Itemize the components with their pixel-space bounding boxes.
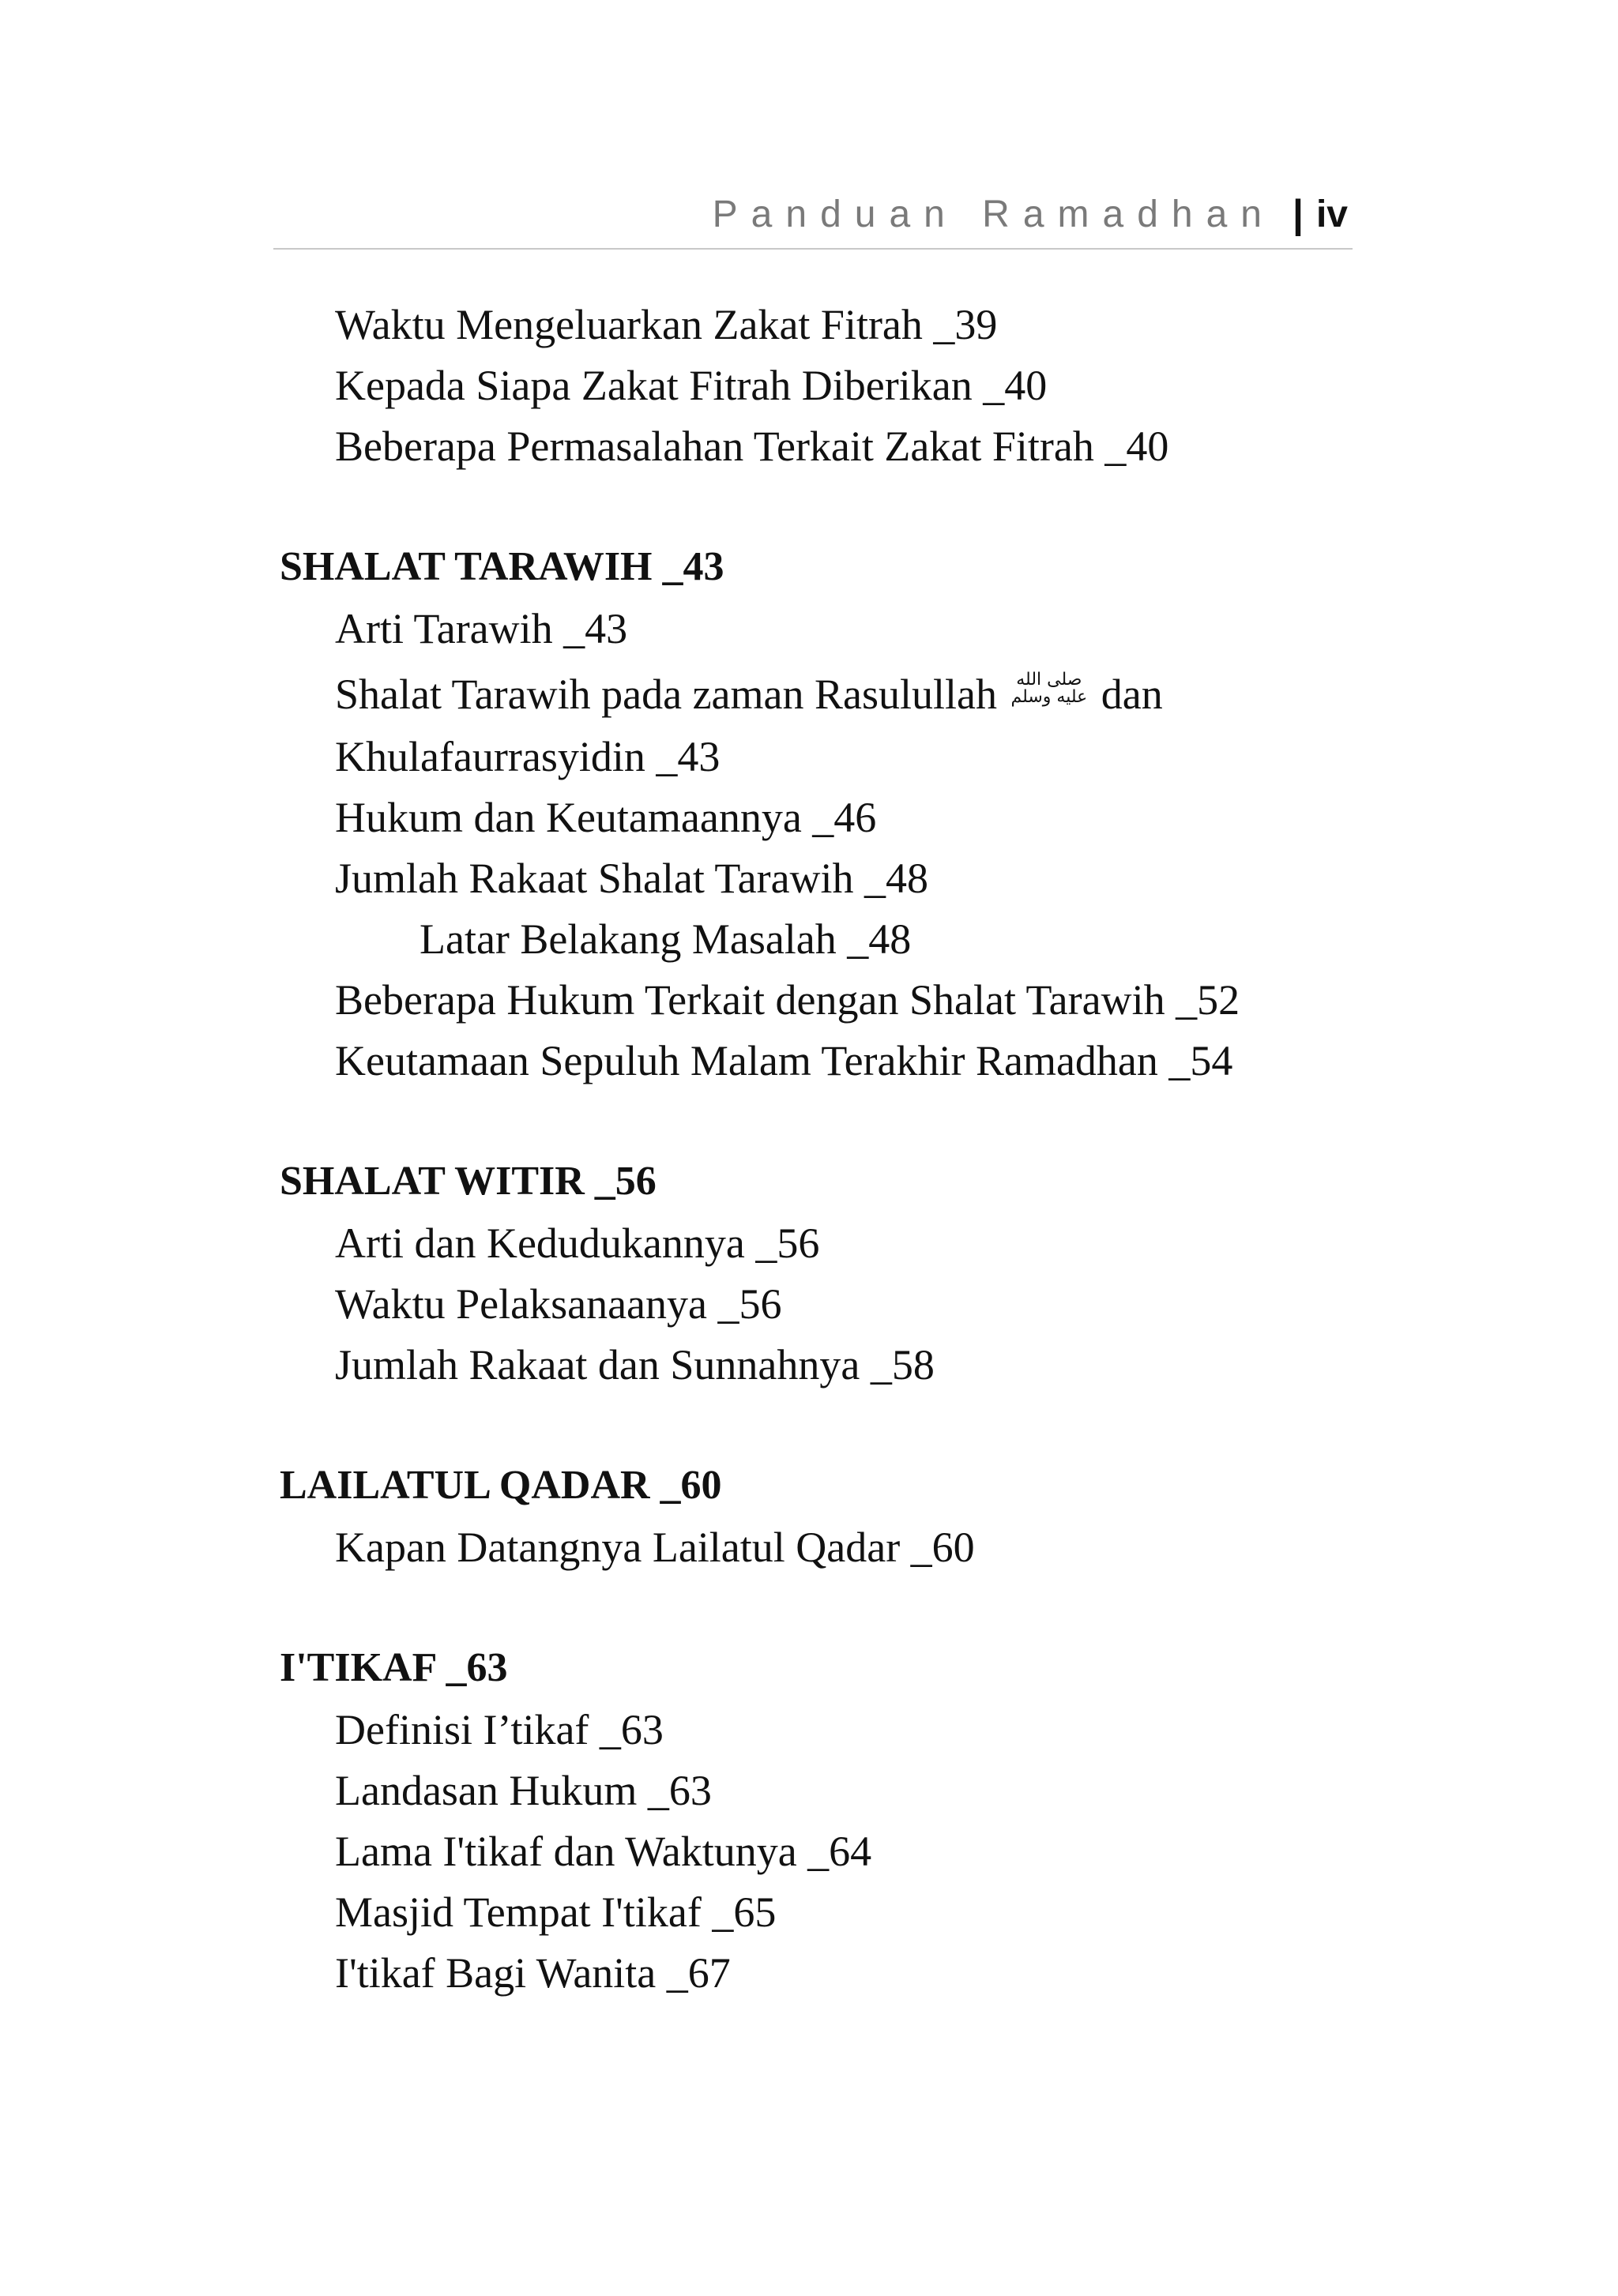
toc-entry: Kepada Siapa Zakat Fitrah Diberikan _40 — [335, 362, 1048, 409]
toc-section-heading: I'TIKAF _63 — [280, 1645, 508, 1690]
toc-entry: Beberapa Permasalahan Terkait Zakat Fitrah _40 — [335, 423, 1169, 470]
salawat-bottom: عليه وسلم — [1010, 687, 1088, 707]
toc-entry: Landasan Hukum _63 — [335, 1767, 712, 1814]
toc-entry-text: Shalat Tarawih pada zaman Rasulullah — [335, 671, 997, 718]
toc-entry: Khulafaurrasyidin _43 — [335, 733, 721, 780]
toc-entry: Jumlah Rakaat Shalat Tarawih _48 — [335, 855, 929, 902]
toc-entry: Lama I'tikaf dan Waktunya _64 — [335, 1828, 872, 1875]
toc-entry: Arti dan Kedudukannya _56 — [335, 1219, 820, 1267]
toc-entry: Beberapa Hukum Terkait dengan Shalat Tarawih _52 — [335, 976, 1240, 1024]
salawat-glyph — [1010, 671, 1087, 706]
toc-entry — [335, 670, 1163, 719]
toc-entry: Jumlah Rakaat dan Sunnahnya _58 — [335, 1341, 935, 1388]
toc-section-heading: SHALAT TARAWIH _43 — [280, 544, 724, 589]
toc-entry: Kapan Datangnya Lailatul Qadar _60 — [335, 1524, 975, 1571]
toc-entry: Masjid Tempat I'tikaf _65 — [335, 1888, 777, 1936]
toc-entry: I'tikaf Bagi Wanita _67 — [335, 1949, 731, 1997]
header-title: Panduan Ramadhan — [712, 194, 1275, 235]
toc-section-heading: SHALAT WITIR _56 — [280, 1159, 657, 1204]
toc-entry: Definisi I’tikaf _63 — [335, 1706, 664, 1753]
toc-subentry: Latar Belakang Masalah _48 — [420, 915, 912, 963]
toc-entry: Hukum dan Keutamaannya _46 — [335, 794, 877, 841]
toc-entry: Arti Tarawih _43 — [335, 605, 628, 652]
running-header — [273, 190, 1353, 250]
salawat-top: صلى الله — [1016, 670, 1082, 690]
header-separator: | — [1293, 192, 1304, 236]
toc-section-heading: LAILATUL QADAR _60 — [280, 1463, 722, 1508]
toc-entry: Waktu Pelaksanaanya _56 — [335, 1280, 782, 1328]
toc-entry: Waktu Mengeluarkan Zakat Fitrah _39 — [335, 301, 998, 348]
toc-entry-text: dan — [1101, 671, 1163, 718]
page-number: iv — [1315, 194, 1348, 235]
toc-entry: Keutamaan Sepuluh Malam Terakhir Ramadhan _54 — [335, 1037, 1233, 1084]
